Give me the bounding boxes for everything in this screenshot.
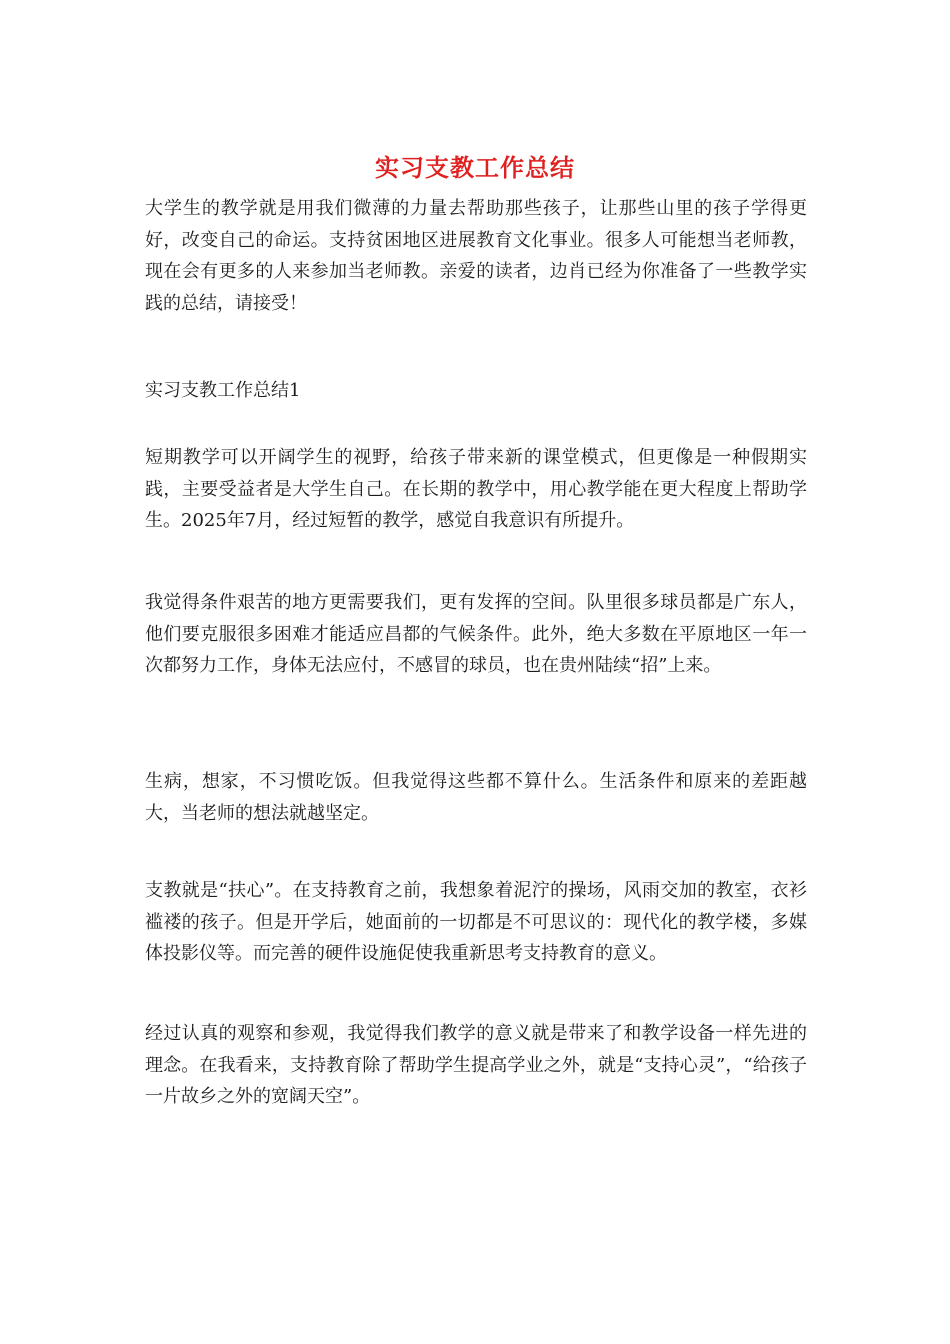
body-paragraph-3: 生病，想家，不习惯吃饭。但我觉得这些都不算什么。生活条件和原来的差距越大，当老师的想法就越坚定。 [145,771,807,824]
section-heading: 实习支教工作总结1 [145,380,301,401]
body-paragraph-2: 我觉得条件艰苦的地方更需要我们，更有发挥的空间。队里很多球员都是广东人，他们要克服很多困难才能适应昌都的气候条件。此外，绝大多数在平原地区一年一次都努力工作，身体无法应付，不感冒的球员，也在贵州陆续“招”上来。 [145,592,807,676]
document-title: 实习支教工作总结 [375,153,575,182]
body-paragraph-4: 支教就是“扶心”。在支持教育之前，我想象着泥泞的操场，风雨交加的教室，衣衫褴褛的孩子。但是开学后，她面前的一切都是不可思议的：现代化的教学楼，多媒体投影仪等。而完善的硬件设施促使我重新思考支持教育的意义。 [145,880,807,964]
body-paragraph-5: 经过认真的观察和参观，我觉得我们教学的意义就是带来了和教学设备一样先进的理念。在我看来，支持教育除了帮助学生提高学业之外，就是“支持心灵”，“给孩子一片故乡之外的宽阔天空”。 [145,1023,807,1107]
body-paragraph-1: 短期教学可以开阔学生的视野，给孩子带来新的课堂模式，但更像是一种假期实践，主要受益者是大学生自己。在长期的教学中，用心教学能在更大程度上帮助学生。2025年7月，经过短暂的教学，感觉自我意识有所提升。 [145,447,807,531]
intro-paragraph: 大学生的教学就是用我们微薄的力量去帮助那些孩子，让那些山里的孩子学得更好，改变自己的命运。支持贫困地区进展教育文化事业。很多人可能想当老师教，现在会有更多的人来参加当老师教。亲爱的读者，边肖已经为你准备了一些教学实践的总结，请接受！ [145,198,807,314]
